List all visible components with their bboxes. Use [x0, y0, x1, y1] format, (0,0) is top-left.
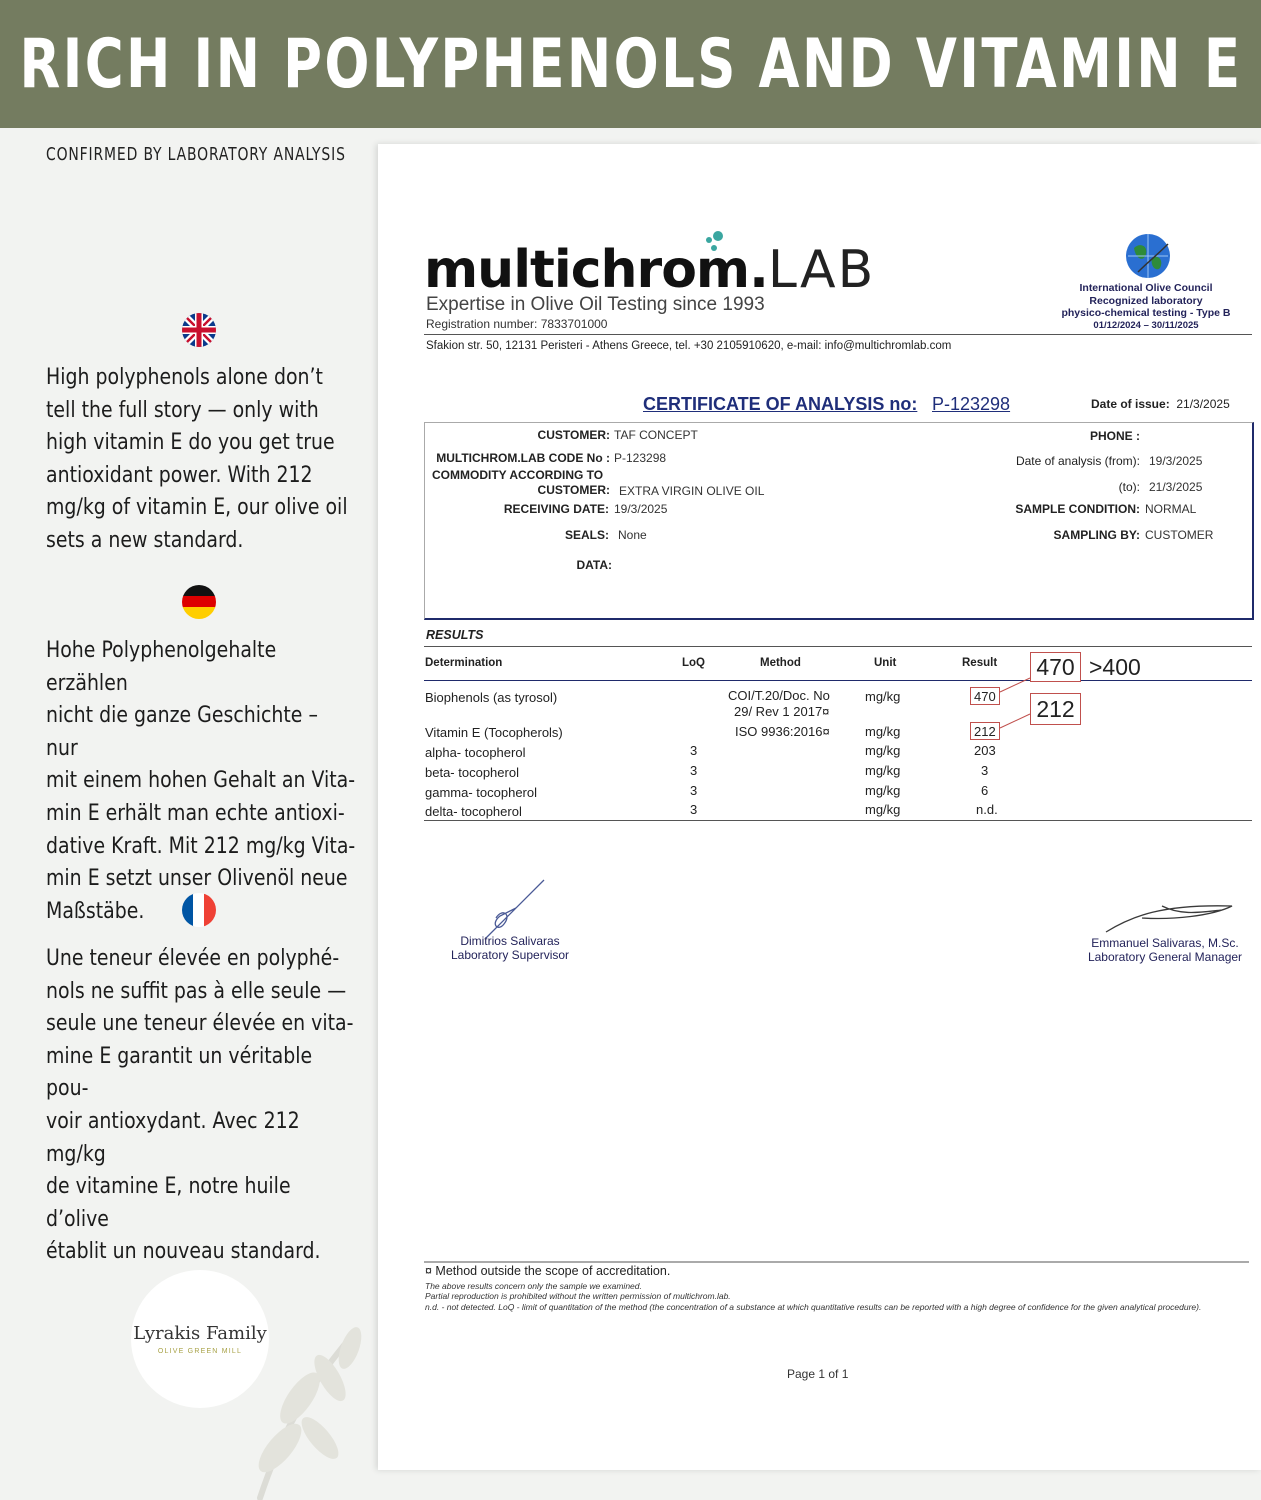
paragraph-line: mit einem hohen Gehalt an Vita- [46, 768, 356, 794]
paragraph-line: Une teneur élevée en polyphé- [46, 946, 340, 971]
certificate-document [378, 144, 1261, 1470]
accreditation-footnote: ¤ Method outside the scope of accreditation. [425, 1264, 671, 1278]
row-name: beta- tocopherol [425, 765, 519, 780]
row-unit: mg/kg [865, 724, 901, 739]
paragraph-line: nicht die ganze Geschichte – nur [46, 703, 318, 761]
paragraph-line: Hohe Polyphenolgehalte erzählen [46, 638, 277, 696]
footer-rule [424, 1261, 1249, 1263]
signature-manager-icon [1102, 896, 1242, 938]
brand-subtitle: OLIVE GREEN MILL [157, 1348, 243, 1355]
fine-print: Partial reproduction is prohibited without the written permission of multichrom.lab. [425, 1291, 731, 1301]
sample-condition-label: SAMPLE CONDITION: [1015, 502, 1140, 516]
lab-tagline: Expertise in Olive Oil Testing since 1993 [426, 294, 765, 315]
receiving-date-value: 19/3/2025 [614, 502, 668, 516]
row-name: Biophenols (as tyrosol) [425, 690, 558, 705]
row-loq: 3 [690, 783, 698, 798]
manager-signature [1080, 936, 1250, 964]
results-bottom-rule [424, 820, 1252, 821]
data-label: DATA: [576, 558, 612, 572]
lab-logo [424, 240, 875, 300]
row-result: 203 [974, 743, 996, 758]
paragraph-line: établit un nouveau standard. [46, 1239, 321, 1265]
paragraph-line: Maßstäbe. [46, 898, 145, 924]
column-header-unit: Unit [874, 657, 897, 669]
row-method: COI/T.20/Doc. No [728, 688, 830, 703]
sidebar [0, 128, 378, 1500]
paragraph-english [46, 362, 356, 558]
paragraph-line: sets a new standard. [46, 527, 244, 553]
issue-value: 21/3/2025 [1176, 397, 1230, 411]
signature-name: Emmanuel Salivaras, M.Sc. [1091, 936, 1239, 950]
row-result: 470 [974, 689, 996, 704]
row-loq: 3 [690, 743, 698, 758]
row-unit: mg/kg [865, 743, 901, 758]
polyphenols-callout: 470 [1030, 652, 1081, 682]
paragraph-french [46, 943, 356, 1269]
paragraph-line: mine E garantit un véritable pou- [46, 1043, 313, 1102]
sampling-by-value: CUSTOMER [1145, 528, 1214, 542]
threshold-callout: >400 [1089, 654, 1141, 680]
phone-label: PHONE : [1089, 429, 1140, 443]
column-header-result: Result [962, 657, 998, 669]
results-top-rule [424, 646, 1252, 647]
certificate-title: CERTIFICATE OF ANALYSIS no: [643, 394, 918, 414]
banner-title: RICH IN POLYPHENOLS AND VITAMIN E [19, 24, 1242, 104]
page-number: Page 1 of 1 [787, 1367, 849, 1381]
signature-role: Laboratory General Manager [1087, 950, 1243, 964]
paragraph-line: mg/kg of vitamin E, our olive oil [46, 495, 348, 521]
lab-code-label: MULTICHROM.LAB CODE No : [436, 451, 610, 465]
customer-label: CUSTOMER: [537, 428, 610, 442]
signature-supervisor-icon [476, 878, 548, 942]
row-name: gamma- tocopherol [425, 785, 537, 800]
ioc-line: Recognized laboratory [1089, 294, 1203, 307]
commodity-value: EXTRA VIRGIN OLIVE OIL [619, 484, 765, 498]
lab-logo-light: LAB [767, 240, 876, 300]
analysis-to-value: 21/3/2025 [1149, 480, 1203, 494]
paragraph-line: voir antioxydant. Avec 212 mg/kg [46, 1108, 300, 1167]
uk-flag-icon [182, 313, 216, 347]
row-name: delta- tocopherol [425, 804, 522, 819]
row-method: ISO 9936:2016¤ [735, 724, 830, 739]
row-loq: 3 [690, 763, 698, 778]
row-result: 6 [981, 783, 989, 798]
lab-code-value: P-123298 [614, 451, 667, 465]
signature-name: Dimitrios Salivaras [460, 934, 560, 948]
seals-label: SEALS: [564, 528, 609, 542]
issue-label: Date of issue: [1091, 397, 1170, 411]
lab-logo-bold: multichrom. [424, 240, 768, 300]
column-header-loq: LoQ [682, 657, 705, 669]
result-highlight [970, 722, 1000, 740]
paragraph-line: antioxidant power. With 212 [46, 462, 313, 488]
paragraph-line: dative Kraft. Mit 212 mg/kg Vita- [46, 833, 356, 859]
row-unit: mg/kg [865, 689, 901, 704]
certificate-number: P-123298 [932, 394, 1011, 414]
sample-condition-value: NORMAL [1145, 502, 1197, 516]
lab-address: Sfakion str. 50, 12131 Peristeri - Athens Greece, tel. +30 2105910620, e-mail: info@multichromlab.com [426, 340, 952, 352]
registration-number: Registration number: 7833701000 [426, 317, 608, 331]
result-highlight [970, 687, 1000, 705]
analysis-from-label: Date of analysis (from): [1015, 454, 1140, 468]
receiving-date-label: RECEIVING DATE: [503, 502, 609, 516]
analysis-to-label: (to): [1118, 480, 1140, 494]
row-name: alpha- tocopherol [425, 745, 526, 760]
header-divider [424, 334, 1252, 335]
germany-flag-icon [182, 585, 216, 619]
supervisor-signature [440, 934, 580, 962]
sidebar-subtitle: CONFIRMED BY LABORATORY ANALYSIS [46, 144, 346, 165]
ioc-globe-icon [1124, 232, 1172, 280]
row-name: Vitamin E (Tocopherols) [425, 725, 563, 740]
paragraph-line: min E setzt unser Olivenöl neue [46, 866, 348, 892]
paragraph-german [46, 635, 356, 928]
fine-print: n.d. - not detected. LoQ - limit of quantitation of the method (the concentration of a substance at which quantitative results can be reported with a high degree of confidence for the given analytical procedure). [425, 1302, 1202, 1312]
paragraph-line: high vitamin E do you get true [46, 430, 335, 456]
analysis-from-value: 19/3/2025 [1149, 454, 1203, 468]
row-result: 3 [981, 763, 989, 778]
row-unit: mg/kg [865, 783, 901, 798]
row-unit: mg/kg [865, 763, 901, 778]
signature-role: Laboratory Supervisor [450, 948, 570, 962]
vitamin-e-callout: 212 [1030, 693, 1081, 725]
column-header-determination: Determination [425, 657, 503, 669]
commodity-label-2: CUSTOMER: [537, 483, 610, 497]
row-unit: mg/kg [865, 802, 901, 817]
row-result: 212 [974, 724, 996, 739]
paragraph-line: min E erhält man echte antioxi- [46, 800, 345, 826]
france-flag-icon [182, 893, 216, 927]
paragraph-line: High polyphenols alone don’t [46, 365, 323, 390]
sampling-by-label: SAMPLING BY: [1053, 528, 1140, 542]
ioc-accreditation [1046, 282, 1246, 332]
paragraph-line: de vitamine E, notre huile d’olive [46, 1174, 291, 1232]
date-of-issue [1091, 397, 1230, 411]
ioc-line: 01/12/2024 – 30/11/2025 [1093, 319, 1199, 331]
column-header-method: Method [760, 657, 801, 669]
row-loq: 3 [690, 802, 698, 817]
customer-value: TAF CONCEPT [614, 428, 698, 442]
paragraph-line: seule une teneur élevée en vita- [46, 1011, 354, 1037]
seals-value: None [618, 528, 647, 542]
brand-name: Lyrakis Family [133, 1323, 267, 1344]
commodity-label: COMMODITY ACCORDING TO [432, 468, 604, 482]
row-result: n.d. [976, 802, 998, 817]
ioc-line: International Olive Council [1079, 282, 1213, 294]
row-method-line-2: 29/ Rev 1 2017¤ [734, 704, 830, 719]
paragraph-line: tell the full story — only with [46, 397, 319, 423]
fine-print: The above results concern only the sample we examined. [425, 1281, 642, 1291]
title-banner [0, 0, 1261, 128]
ioc-line: physico-chemical testing - Type B [1061, 307, 1231, 319]
paragraph-line: nols ne suffit pas à elle seule — [46, 978, 347, 1004]
results-heading: RESULTS [426, 628, 484, 642]
brand-logo [131, 1270, 269, 1408]
